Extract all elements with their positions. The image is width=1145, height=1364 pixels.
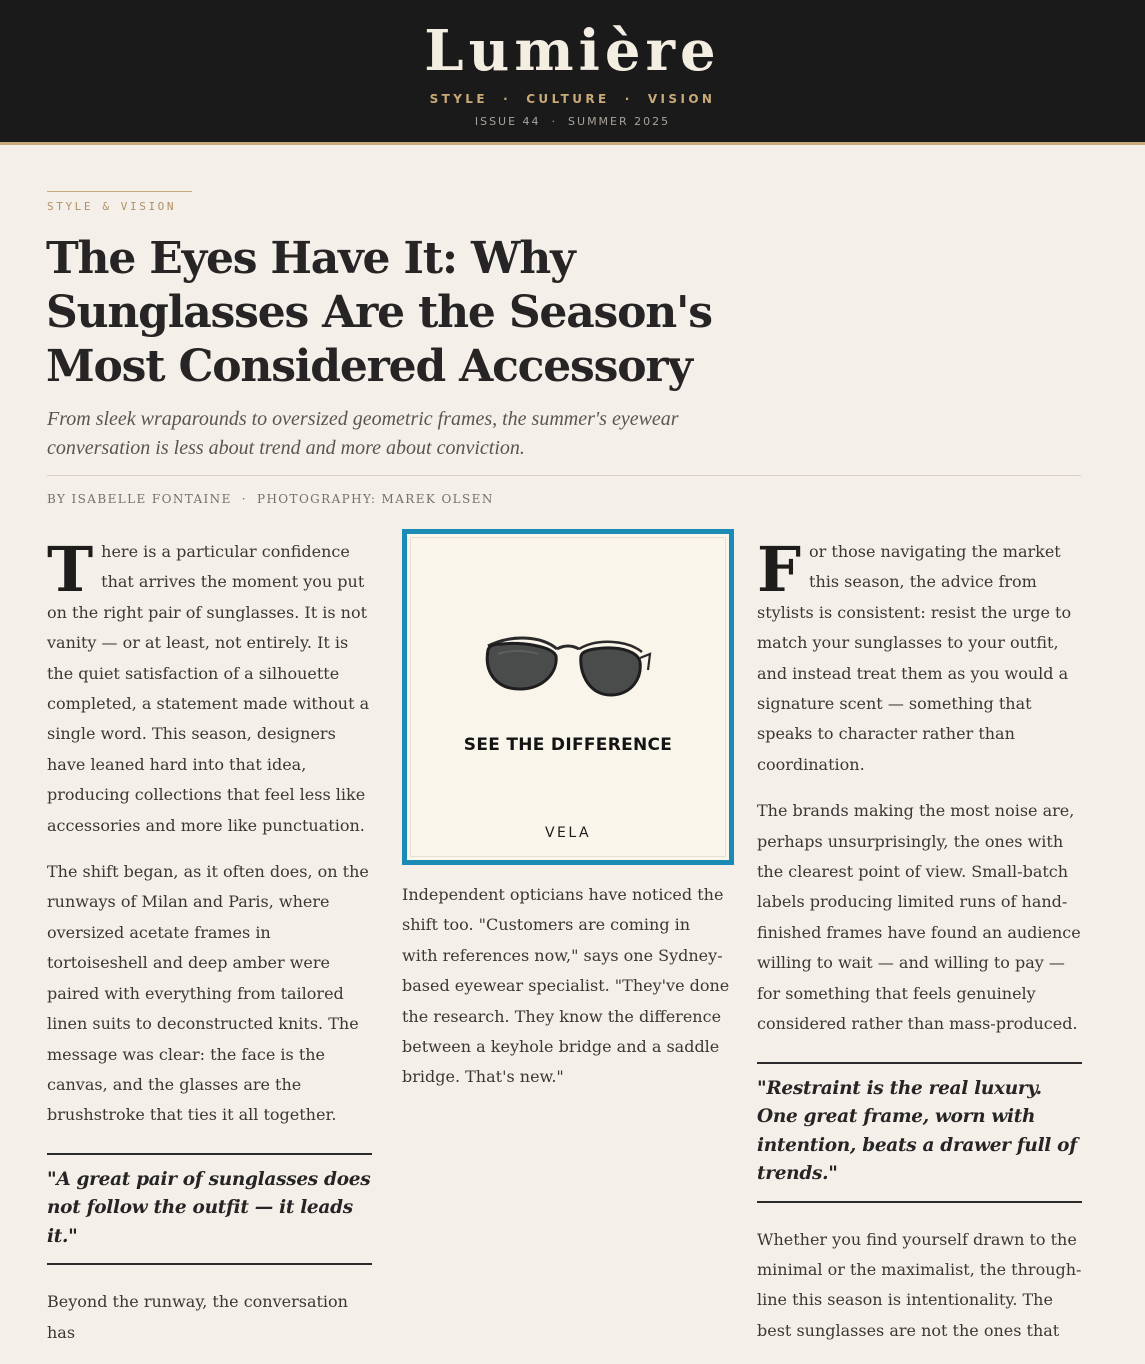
article-kicker[interactable]: STYLE & VISION (47, 200, 177, 213)
article-column-1 (47, 533, 372, 1364)
aviator-sunglasses-icon (482, 632, 654, 704)
article-column-2 (402, 880, 730, 1109)
kicker-rule (47, 191, 192, 192)
masthead (0, 0, 1145, 145)
author-credit[interactable]: BY ISABELLE FONTAINE (47, 492, 232, 506)
article-headline: The Eyes Have It: Why Sunglasses Are the Season's Most Considered Accessory (46, 233, 712, 392)
paragraph-text: here is a particular confidence that arrives the moment you put on the right pair of sunglasses. It is not vanity — or at least, not entirely. It is the quiet satisfaction of a silhouette completed, a statement made without a single word. This season, designers have leaned hard into that idea, producing collections that feel less like accessories and more like punctuation. (47, 542, 370, 835)
article-paragraph (757, 533, 1082, 780)
site-logo[interactable]: Lumière (424, 18, 721, 84)
article-paragraph: Beyond the runway, the conversation has (47, 1292, 348, 1342)
issue-line: ISSUE 44 · SUMMER 2025 (474, 115, 671, 128)
byline-separator: · (241, 492, 247, 506)
pull-quote: "Restraint is the real luxury. One great frame, worn with intention, beats a drawer full of trends." (757, 1062, 1082, 1203)
drop-cap: F (757, 533, 802, 606)
drop-cap: T (47, 533, 94, 606)
pull-quote: "A great pair of sunglasses does not follow the outfit — it leads it." (47, 1153, 372, 1266)
section-tagline: STYLE · CULTURE · VISION (429, 92, 716, 106)
article-paragraph: The shift began, as it often does, on the runways of Milan and Paris, where oversized acetate frames in tortoiseshell and deep amber were paired with everything from tailored linen suits to deconstructed knits. The message was clear: the face is the canvas, and the glasses are the brushstroke that ties it all together. (47, 862, 369, 1125)
ad-brand-logo: VELA (544, 825, 592, 841)
advertisement[interactable] (402, 529, 734, 865)
article-paragraph (47, 533, 372, 841)
article-paragraph: Whether you find yourself drawn to the minimal or the maximalist, the through-line this season is intentionality. The best sunglasses are not the ones that (757, 1229, 1082, 1340)
article-paragraph: Independent opticians have noticed the shift too. "Customers are coming in with references now," says one Sydney-based eyewear specialist. "They've done the research. They know the difference between a keyhole bridge and a saddle bridge. That's new." (402, 885, 730, 1087)
byline (47, 491, 494, 507)
photography-credit: PHOTOGRAPHY: MAREK OLSEN (256, 492, 494, 506)
article-column-3 (757, 533, 1082, 1362)
article-paragraph: The brands making the most noise are, perhaps unsurprisingly, the ones with the clearest point of view. Small-batch labels producing limited runs of hand-finished frames have found an audience willing to wait — and willing to pay — for something that feels genuinely considered rather than mass-produced. (757, 801, 1081, 1034)
divider (47, 475, 1081, 476)
ad-headline: SEE THE DIFFERENCE (463, 735, 673, 755)
article-dek: From sleek wraparounds to oversized geometric frames, the summer's eyewear conversation is less about trend and more about conviction. (47, 408, 679, 459)
paragraph-text: or those navigating the market this season, the advice from stylists is consistent: resist the urge to match your sunglasses to your outfit, and instead treat them as you would a signature scent — something that speaks to character rather than coordination. (757, 542, 1072, 774)
